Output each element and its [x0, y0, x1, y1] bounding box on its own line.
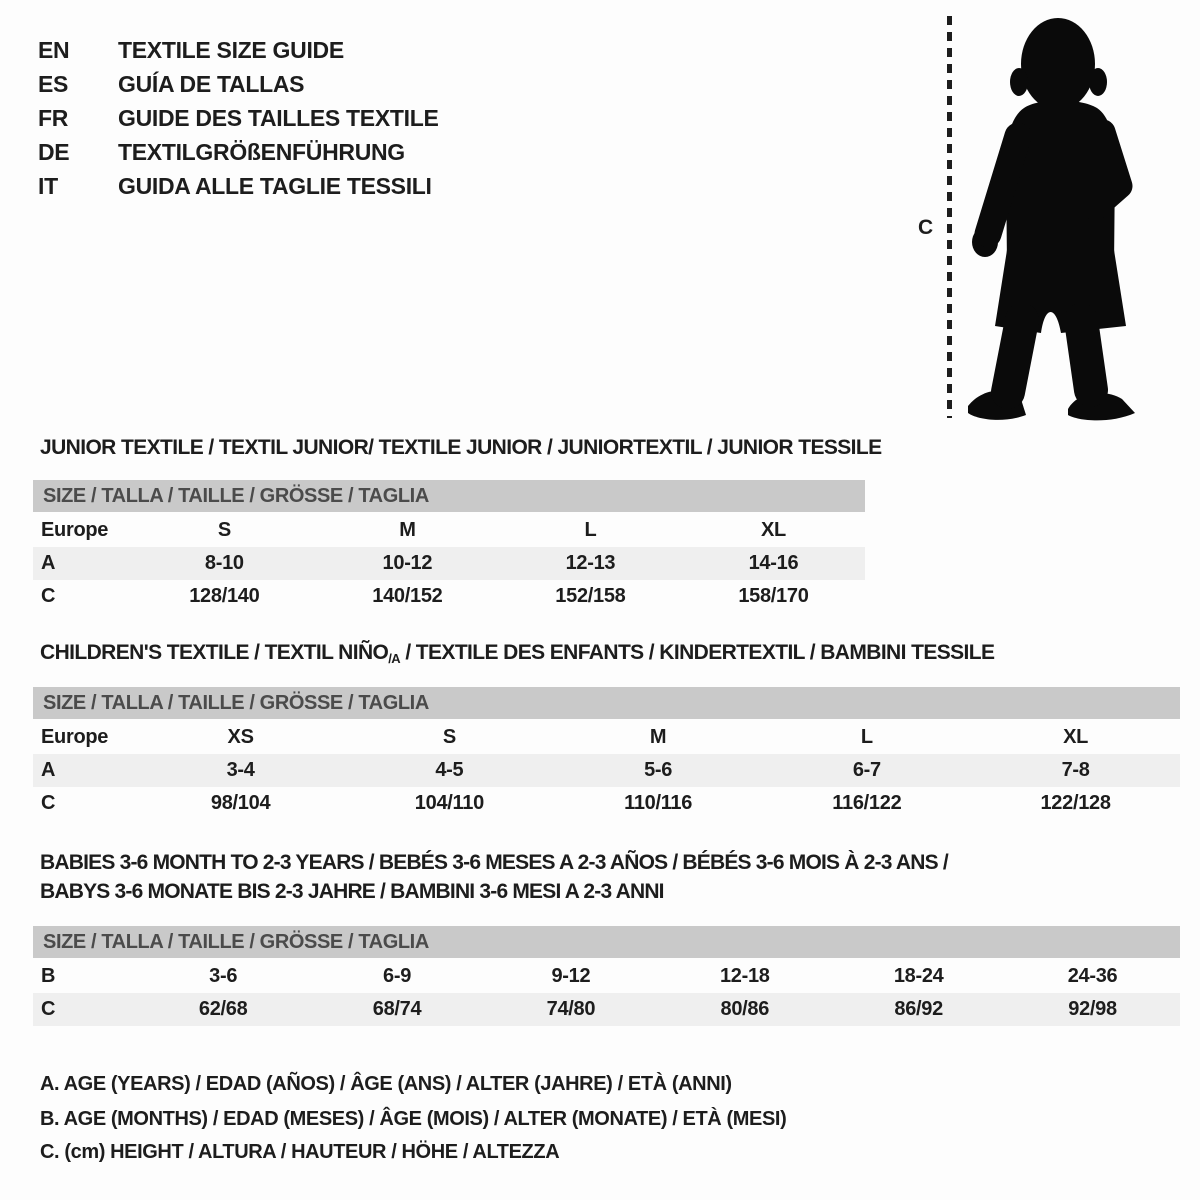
height-cell: 86/92 — [894, 998, 943, 1020]
size-cell: S — [217, 519, 231, 541]
height-dashed-line — [947, 16, 952, 418]
height-cell: 140/152 — [372, 585, 443, 607]
children-size-table — [33, 687, 1180, 820]
size-cell: XL — [1063, 726, 1089, 748]
row-label: A — [41, 552, 56, 574]
height-measure-label: C — [918, 216, 934, 239]
age-cell: 12-13 — [565, 552, 616, 574]
legend-height-cm: C. (cm) HEIGHT / ALTURA / HAUTEUR / HÖHE / ALTEZZA — [40, 1141, 560, 1163]
children-heading-post: / TEXTILE DES ENFANTS / KINDERTEXTIL / BAMBINI TESSILE — [400, 641, 995, 664]
table-row-height — [33, 787, 1180, 820]
babies-section-heading-line2: BABYS 3-6 MONATE BIS 2-3 JAHRE / BAMBINI 3-6 MESI A 2-3 ANNI — [40, 880, 664, 903]
language-row — [38, 67, 439, 101]
children-heading-pre: CHILDREN'S TEXTILE / TEXTIL NIÑO — [40, 641, 389, 664]
language-code: IT — [38, 172, 58, 199]
size-cell: XS — [227, 726, 254, 748]
size-header-bar: SIZE / TALLA / TAILLE / GRÖSSE / TAGLIA — [33, 480, 865, 512]
row-label: C — [41, 792, 56, 814]
table-row-height — [33, 993, 1180, 1026]
row-label: B — [41, 965, 56, 987]
row-label: Europe — [41, 519, 109, 541]
guide-title: TEXTILE SIZE GUIDE — [118, 36, 344, 63]
language-row — [38, 101, 439, 135]
size-cell: M — [649, 726, 667, 748]
language-code: ES — [38, 70, 69, 97]
height-cell: 98/104 — [210, 792, 271, 814]
guide-title: TEXTILGRÖßENFÜHRUNG — [118, 138, 405, 165]
height-cell: 128/140 — [189, 585, 260, 607]
height-cell: 152/158 — [555, 585, 626, 607]
age-cell: 10-12 — [382, 552, 433, 574]
age-cell: 8-10 — [204, 552, 244, 574]
row-label: Europe — [41, 726, 109, 748]
months-cell: 3-6 — [209, 965, 238, 987]
age-cell: 7-8 — [1061, 759, 1090, 781]
junior-size-table — [33, 480, 865, 613]
months-cell: 24-36 — [1067, 965, 1118, 987]
row-label: C — [41, 998, 56, 1020]
height-cell: 110/116 — [624, 792, 693, 814]
size-cell: L — [584, 519, 597, 541]
size-cell: L — [860, 726, 873, 748]
guide-title: GUIDE DES TAILLES TEXTILE — [118, 104, 439, 131]
months-cell: 12-18 — [719, 965, 770, 987]
height-cell: 62/68 — [198, 998, 248, 1020]
guide-title: GUIDA ALLE TAGLIE TESSILI — [118, 172, 432, 199]
size-cell: S — [442, 726, 456, 748]
babies-size-table — [33, 926, 1180, 1026]
table-row-europe — [33, 721, 1180, 754]
height-figure — [900, 0, 1160, 430]
size-header-bar: SIZE / TALLA / TAILLE / GRÖSSE / TAGLIA — [33, 926, 1180, 958]
height-cell: 158/170 — [738, 585, 809, 607]
size-header-bar: SIZE / TALLA / TAILLE / GRÖSSE / TAGLIA — [33, 687, 1180, 719]
language-row — [38, 169, 439, 203]
age-cell: 14-16 — [748, 552, 799, 574]
table-row-europe — [33, 514, 865, 547]
legend-age-years: A. AGE (YEARS) / EDAD (AÑOS) / ÂGE (ANS) / ALTER (JAHRE) / ETÀ (ANNI) — [40, 1073, 732, 1095]
language-code: FR — [38, 104, 69, 131]
months-cell: 6-9 — [383, 965, 412, 987]
age-cell: 5-6 — [644, 759, 673, 781]
height-cell: 122/128 — [1040, 792, 1111, 814]
language-code: DE — [38, 138, 70, 165]
language-code: EN — [38, 36, 70, 63]
months-cell: 18-24 — [893, 965, 944, 987]
table-row-age — [33, 754, 1180, 787]
language-title-list — [38, 33, 439, 203]
height-cell: 104/110 — [414, 792, 484, 814]
language-row — [38, 33, 439, 67]
legend-age-months: B. AGE (MONTHS) / EDAD (MESES) / ÂGE (MOIS) / ALTER (MONATE) / ETÀ (MESI) — [40, 1108, 787, 1130]
height-cell: 68/74 — [372, 998, 422, 1020]
age-cell: 4-5 — [435, 759, 464, 781]
row-label: C — [41, 585, 56, 607]
junior-section-heading: JUNIOR TEXTILE / TEXTIL JUNIOR/ TEXTILE JUNIOR / JUNIORTEXTIL / JUNIOR TESSILE — [40, 436, 882, 459]
height-cell: 74/80 — [546, 998, 596, 1020]
babies-section-heading-line1: BABIES 3-6 MONTH TO 2-3 YEARS / BEBÉS 3-6 MESES A 2-3 AÑOS / BÉBÉS 3-6 MOIS À 2-3 ANS / — [40, 851, 948, 874]
table-row-height — [33, 580, 865, 613]
age-cell: 6-7 — [852, 759, 881, 781]
height-cell: 92/98 — [1068, 998, 1117, 1020]
size-cell: XL — [760, 519, 786, 541]
children-section-heading — [40, 641, 994, 666]
children-heading-subscript: /A — [388, 651, 401, 666]
table-row-months — [33, 960, 1180, 993]
toddler-silhouette — [962, 12, 1140, 422]
months-cell: 9-12 — [551, 965, 591, 987]
row-label: A — [41, 759, 56, 781]
guide-title: GUÍA DE TALLAS — [118, 70, 305, 97]
height-cell: 116/122 — [832, 792, 902, 814]
size-cell: M — [399, 519, 416, 541]
table-row-age — [33, 547, 865, 580]
height-cell: 80/86 — [720, 998, 770, 1020]
language-row — [38, 135, 439, 169]
age-cell: 3-4 — [226, 759, 255, 781]
